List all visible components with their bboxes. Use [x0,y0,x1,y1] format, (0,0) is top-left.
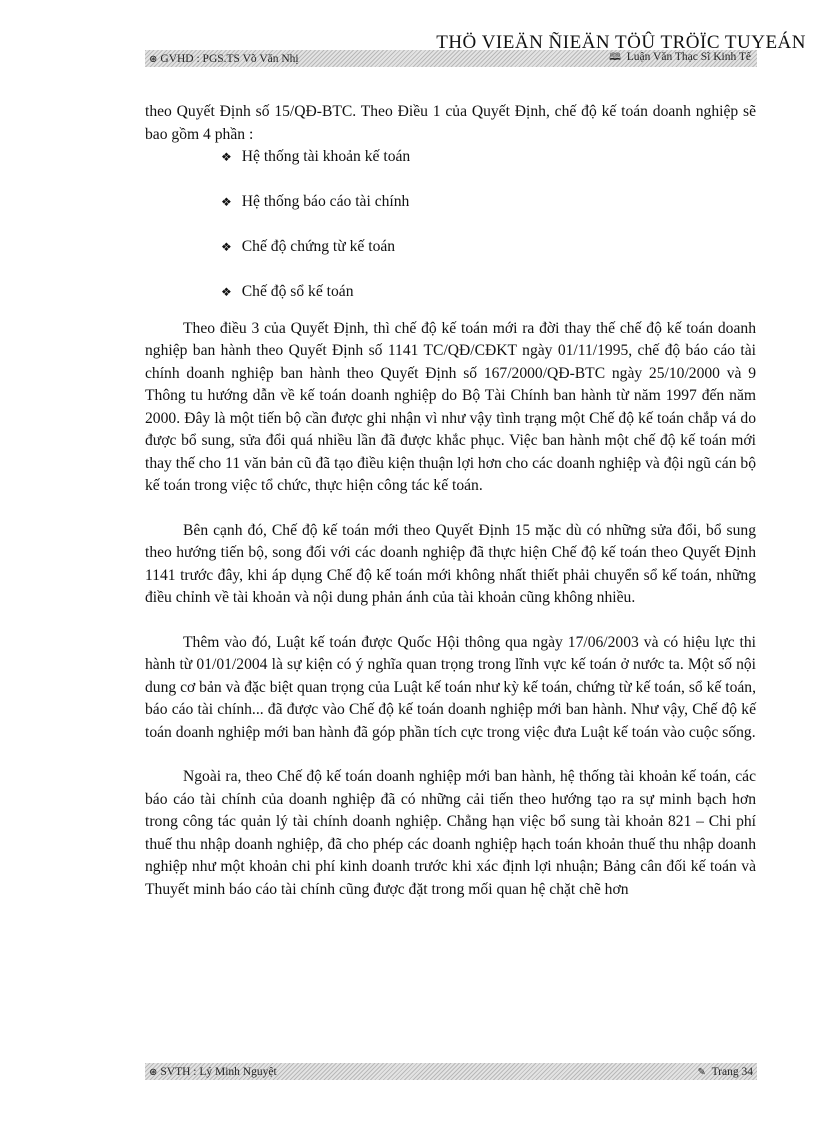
student-label: SVTH : Lý Minh Nguyệt [160,1065,277,1078]
thesis-label: Luận Văn Thạc Sĩ Kinh Tế [626,51,751,63]
body-paragraph: Theo điều 3 của Quyết Định, thì chế độ kế toán mới ra đời thay thế chế độ kế toán doanh nghiệp ban hành theo Quyết Định số 1141 TC/QĐ/CĐKT ngày 01/11/1995, chế độ báo cáo tài chính doanh nghiệp ban hành theo Quyết Định số 167/2000/QĐ-BTC ngày 25/10/2000 và 9 Thông tu hướng dẫn về kế toán doanh nghiệp do Bộ Tài Chính ban hành từ năm 1997 đến năm 2000. Đây là một tiến bộ cần được ghi nhận vì như vậy tình trạng một Chế độ kế toán chắp vá do được bổ sung, sửa đổi quá nhiều lần đã được khắc phục. Việc ban hành một chế độ kế toán mới thay thế cho 11 văn bản cũ đã tạo điều kiện thuận lợi hơn cho các doanh nghiệp và đội ngũ cán bộ kế toán trong việc tổ chức, thực hiện công tác kế toán. [145,319,756,494]
page-number: Trang 34 [711,1065,753,1078]
list-item-text: Hệ thống tài khoản kế toán [241,148,411,165]
list-item-text: Chế độ chứng từ kế toán [241,238,396,255]
list-item [221,236,756,259]
diamond-bullet-icon: ❖ [221,285,232,299]
list-item-text: Hệ thống báo cáo tài chính [241,193,410,210]
flower-icon: ⊛ [149,1066,158,1078]
body-paragraph: Thêm vào đó, Luật kế toán được Quốc Hội thông qua ngày 17/06/2003 và có hiệu lực thi hành từ 01/01/2004 là sự kiện có ý nghĩa quan trọng trong lĩnh vực kế toán ở nước ta. Một số nội dung cơ bản và đặc biệt quan trọng của Luật kế toán như kỳ kế toán, chứng từ kế toán, sổ kế toán, báo cáo tài chính... đã được vào Chế độ kế toán doanh nghiệp mới ban hành. Như vậy, Chế độ kế toán doanh nghiệp mới ban hành đã góp phần tích cực trong việc đưa Luật kế toán vào cuộc sống. [145,633,756,741]
book-icon: 🕮 [609,52,621,63]
intro-paragraph: theo Quyết Định số 15/QĐ-BTC. Theo Điều 1 của Quyết Định, chế độ kế toán doanh nghiệp sẽ bao gồm 4 phần : [145,103,756,143]
bullet-list [145,146,756,304]
footer-left [149,1066,277,1078]
list-item-text: Chế độ sổ kế toán [241,283,354,300]
list-item [221,191,756,214]
flower-icon: ⊛ [149,53,158,65]
list-item [221,146,756,169]
advisor-label: GVHD : PGS.TS Võ Văn Nhị [160,52,299,65]
document-body [145,101,756,901]
list-item [221,281,756,304]
library-watermark: THÖ VIEÄN ÑIEÄN TÖÛ TRÖÏC TUYEÁN [436,32,806,53]
pencil-icon: ✎ [697,1066,706,1078]
diamond-bullet-icon: ❖ [221,240,232,254]
page-footer [145,1063,757,1080]
header-left [149,53,299,65]
body-paragraph: Bên cạnh đó, Chế độ kế toán mới theo Quyết Định 15 mặc dù có những sửa đổi, bổ sung theo hướng tiến bộ, song đối với các doanh nghiệp đã thực hiện Chế độ kế toán theo Quyết Định 1141 trước đây, khi áp dụng Chế độ kế toán mới không nhất thiết phải chuyển sổ kế toán, những điều chỉnh về tài khoản và nội dung phản ánh của tài khoản cũng không nhiều. [145,521,756,606]
diamond-bullet-icon: ❖ [221,195,232,209]
body-paragraph: Ngoài ra, theo Chế độ kế toán doanh nghiệp mới ban hành, hệ thống tài khoản kế toán, các báo cáo tài chính của doanh nghiệp đã có những cải tiến theo hướng tạo ra sự minh bạch hơn trong công tác quản lý tài chính doanh nghiệp. Chẳng hạn việc bổ sung tài khoản 821 – Chi phí thuế thu nhập doanh nghiệp, đã cho phép các doanh nghiệp hạch toán khoản thuế thu nhập doanh nghiệp như một khoản chi phí kinh doanh trước khi xác định lợi nhuận; Bảng cân đối kế toán và Thuyết minh báo cáo tài chính cũng được đặt trong mối quan hệ chặt chẽ hơn [145,768,756,898]
diamond-bullet-icon: ❖ [221,150,232,164]
footer-right [698,1066,754,1078]
